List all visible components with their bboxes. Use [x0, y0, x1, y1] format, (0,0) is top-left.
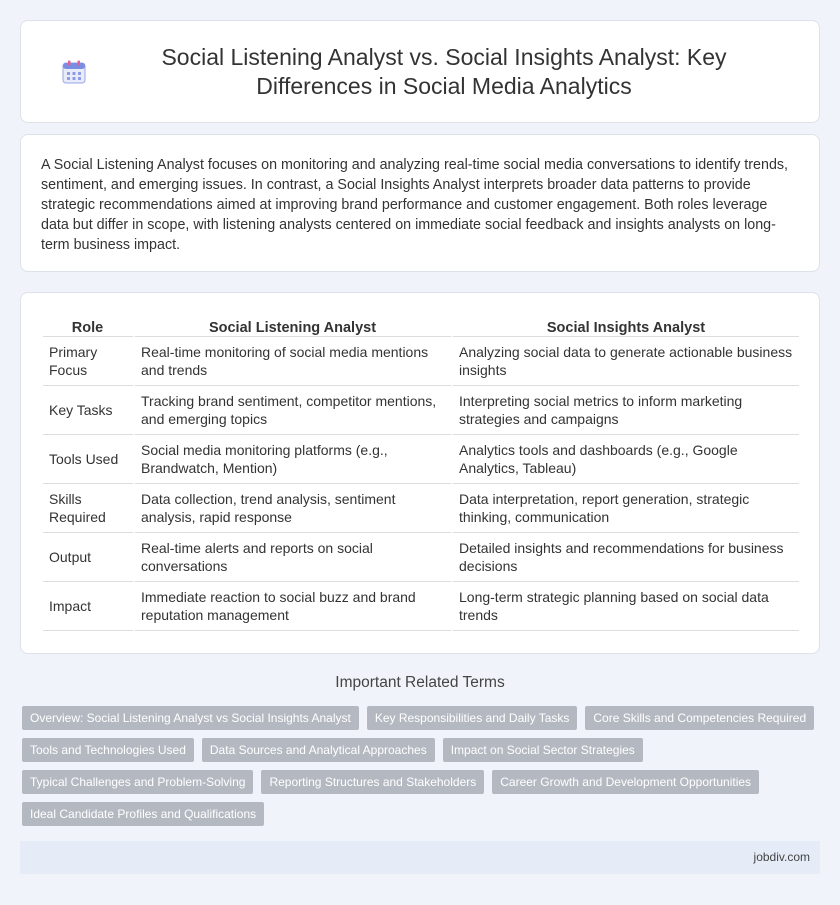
header-listening-analyst: Social Listening Analyst [135, 313, 453, 337]
row-label: Key Tasks [43, 386, 135, 435]
header-role: Role [43, 313, 135, 337]
related-term-tag[interactable]: Core Skills and Competencies Required [585, 706, 814, 730]
insights-cell: Data interpretation, report generation, strategic thinking, communication [453, 484, 799, 533]
row-label: Output [43, 533, 135, 582]
insights-cell: Analytics tools and dashboards (e.g., Google Analytics, Tableau) [453, 435, 799, 484]
listening-cell: Real-time monitoring of social media mentions and trends [135, 337, 453, 386]
comparison-table [43, 313, 799, 631]
listening-cell: Tracking brand sentiment, competitor mentions, and emerging topics [135, 386, 453, 435]
insights-cell: Analyzing social data to generate actionable business insights [453, 337, 799, 386]
table-row [43, 337, 799, 386]
header-card [20, 20, 820, 123]
comparison-table-card [20, 292, 820, 654]
tag-row [22, 706, 822, 730]
calendar-icon [61, 59, 87, 85]
row-label: Skills Required [43, 484, 135, 533]
related-term-tag[interactable]: Overview: Social Listening Analyst vs Social Insights Analyst [22, 706, 359, 730]
listening-cell: Immediate reaction to social buzz and brand reputation management [135, 582, 453, 631]
page-title: Social Listening Analyst vs. Social Insights Analyst: Key Differences in Social Media Analytics [161, 43, 727, 99]
related-term-tag[interactable]: Career Growth and Development Opportunities [492, 770, 759, 794]
insights-cell: Long-term strategic planning based on social data trends [453, 582, 799, 631]
table-row [43, 533, 799, 582]
related-terms-title: Important Related Terms [335, 674, 505, 691]
related-terms-tags [22, 706, 822, 834]
table-row [43, 582, 799, 631]
intro-card [20, 134, 820, 272]
listening-cell: Social media monitoring platforms (e.g., Brandwatch, Mention) [135, 435, 453, 484]
insights-cell: Interpreting social metrics to inform marketing strategies and campaigns [453, 386, 799, 435]
row-label: Tools Used [43, 435, 135, 484]
footer-site-link[interactable]: jobdiv.com [753, 850, 810, 864]
footer [20, 841, 820, 874]
related-term-tag[interactable]: Tools and Technologies Used [22, 738, 194, 762]
related-term-tag[interactable]: Key Responsibilities and Daily Tasks [367, 706, 578, 730]
row-label: Primary Focus [43, 337, 135, 386]
insights-cell: Detailed insights and recommendations for business decisions [453, 533, 799, 582]
table-row [43, 484, 799, 533]
listening-cell: Real-time alerts and reports on social conversations [135, 533, 453, 582]
tag-row [22, 770, 822, 794]
intro-paragraph: A Social Listening Analyst focuses on monitoring and analyzing real-time social media conversations to identify trends, sentiment, and emerging issues. In contrast, a Social Insights Analyst interprets broader data patterns to provide strategic recommendations aimed at improving brand performance and customer engagement. Both roles leverage data but differ in scope, with listening analysts centered on immediate social feedback and insights analysts on long-term business impact. [41, 157, 789, 253]
row-label: Impact [43, 582, 135, 631]
listening-cell: Data collection, trend analysis, sentiment analysis, rapid response [135, 484, 453, 533]
table-header-row [43, 313, 799, 337]
tag-row [22, 738, 822, 762]
table-row [43, 435, 799, 484]
tag-row [22, 802, 822, 826]
related-term-tag[interactable]: Impact on Social Sector Strategies [443, 738, 643, 762]
table-row [43, 386, 799, 435]
related-term-tag[interactable]: Reporting Structures and Stakeholders [261, 770, 484, 794]
header-insights-analyst: Social Insights Analyst [453, 313, 799, 337]
related-term-tag[interactable]: Data Sources and Analytical Approaches [202, 738, 435, 762]
related-term-tag[interactable]: Ideal Candidate Profiles and Qualifications [22, 802, 264, 826]
related-term-tag[interactable]: Typical Challenges and Problem-Solving [22, 770, 253, 794]
